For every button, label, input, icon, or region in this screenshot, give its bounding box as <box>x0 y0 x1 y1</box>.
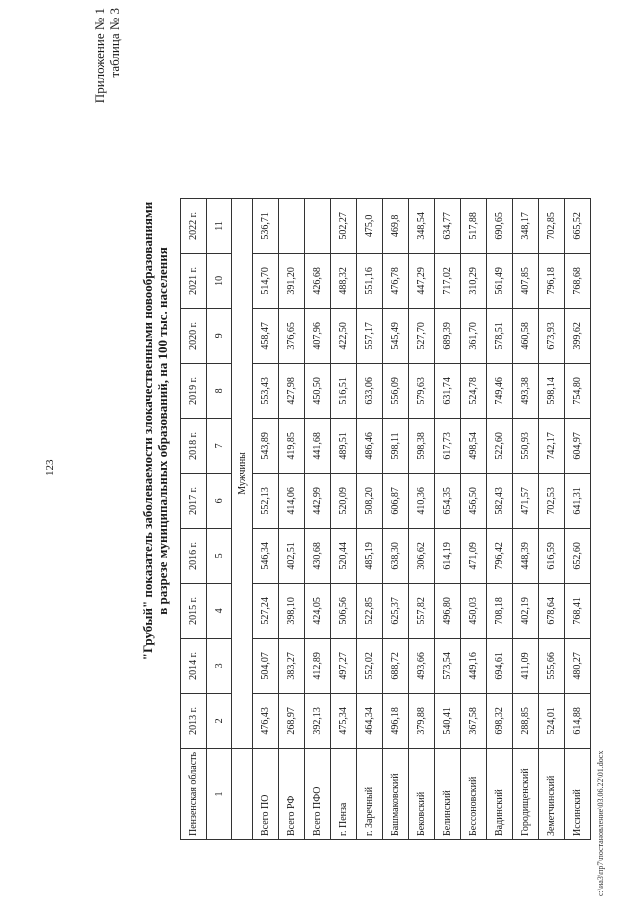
table-cell: 398,10 <box>279 583 305 638</box>
table-cell: 10 <box>207 253 232 308</box>
table-cell: 4 <box>207 583 232 638</box>
table-cell: 361,70 <box>461 308 487 363</box>
table-cell: 665,52 <box>565 198 591 253</box>
table-row <box>513 198 539 839</box>
table-cell: 688,72 <box>383 638 409 693</box>
table-cell: 450,50 <box>305 363 331 418</box>
table-cell: 430,68 <box>305 528 331 583</box>
row-label: Вадинский <box>487 748 513 839</box>
table-cell: 471,09 <box>461 528 487 583</box>
table-cell: 678,64 <box>539 583 565 638</box>
table-cell: 471,57 <box>513 473 539 528</box>
table-cell: 489,51 <box>331 418 357 473</box>
row-label: Всего РФ <box>279 748 305 839</box>
table-cell: 486,46 <box>357 418 383 473</box>
table-cell: 690,65 <box>487 198 513 253</box>
table-cell: 1 <box>207 748 232 839</box>
table-cell: 768,41 <box>565 583 591 638</box>
table-cell: 2 <box>207 693 232 748</box>
table-cell: 2022 г. <box>181 198 207 253</box>
table-cell: 641,31 <box>565 473 591 528</box>
table-cell: 493,38 <box>513 363 539 418</box>
table-cell: 2014 г. <box>181 638 207 693</box>
table-row <box>539 198 565 839</box>
table-row <box>253 198 279 839</box>
table-cell: 310,29 <box>461 253 487 308</box>
table-cell: 694,61 <box>487 638 513 693</box>
table-cell: 638,30 <box>383 528 409 583</box>
table-cell: 616,59 <box>539 528 565 583</box>
row-label: Башмаковский <box>383 748 409 839</box>
table-cell: 424,05 <box>305 583 331 638</box>
section-row <box>232 198 253 839</box>
table-cell: 698,32 <box>487 693 513 748</box>
document-title <box>140 76 170 786</box>
table-cell: 410,36 <box>409 473 435 528</box>
table-cell: 497,27 <box>331 638 357 693</box>
table-cell: 2020 г. <box>181 308 207 363</box>
table-cell: 598,14 <box>539 363 565 418</box>
table-cell: 606,87 <box>383 473 409 528</box>
title-line-2: в разрезе муниципальных образований, на 100 тыс. населения <box>155 247 170 615</box>
table-cell: 367,58 <box>461 693 487 748</box>
table-cell: 391,20 <box>279 253 305 308</box>
table-cell: 631,74 <box>435 363 461 418</box>
row-label: Земетчинский <box>539 748 565 839</box>
table-cell: 419,85 <box>279 418 305 473</box>
table-cell: 450,03 <box>461 583 487 638</box>
table-cell: 2015 г. <box>181 583 207 638</box>
table-cell: 557,82 <box>409 583 435 638</box>
table-cell: 504,07 <box>253 638 279 693</box>
table-cell: 458,47 <box>253 308 279 363</box>
table-cell: 617,73 <box>435 418 461 473</box>
table-cell: 522,60 <box>487 418 513 473</box>
table-cell: 456,50 <box>461 473 487 528</box>
table-cell: 536,71 <box>253 198 279 253</box>
table-cell: 654,35 <box>435 473 461 528</box>
table-cell: 402,19 <box>513 583 539 638</box>
table-cell: 614,88 <box>565 693 591 748</box>
section-spacer <box>232 748 253 839</box>
table-cell: 464,34 <box>357 693 383 748</box>
table-cell: 652,60 <box>565 528 591 583</box>
table-cell: 552,02 <box>357 638 383 693</box>
table-cell: 540,41 <box>435 693 461 748</box>
table-cell: 717,02 <box>435 253 461 308</box>
table-cell: 742,17 <box>539 418 565 473</box>
table-cell: 556,09 <box>383 363 409 418</box>
table-cell: 524,01 <box>539 693 565 748</box>
table-cell: 376,65 <box>279 308 305 363</box>
header-row <box>181 198 207 839</box>
table-row <box>487 198 513 839</box>
table-cell: 399,62 <box>565 308 591 363</box>
page-number: 123 <box>44 459 56 476</box>
table-cell: 8 <box>207 363 232 418</box>
table-cell: 749,46 <box>487 363 513 418</box>
table-cell: 561,49 <box>487 253 513 308</box>
table-cell: 448,39 <box>513 528 539 583</box>
table-cell: 460,58 <box>513 308 539 363</box>
table-cell: 633,06 <box>357 363 383 418</box>
table-row <box>305 198 331 839</box>
table-row <box>331 198 357 839</box>
column-index-row <box>207 198 232 839</box>
table-cell: 449,16 <box>461 638 487 693</box>
table-cell: 476,43 <box>253 693 279 748</box>
appendix-line-2: таблица № 3 <box>107 8 122 78</box>
table-row <box>279 198 305 839</box>
table-cell: 427,98 <box>279 363 305 418</box>
table-row <box>409 198 435 839</box>
table-cell: 578,51 <box>487 308 513 363</box>
table-cell: Пензенская область <box>181 748 207 839</box>
table-cell: 551,16 <box>357 253 383 308</box>
table-cell: 402,51 <box>279 528 305 583</box>
table-cell: 796,42 <box>487 528 513 583</box>
table-cell: 414,06 <box>279 473 305 528</box>
table-cell: 493,66 <box>409 638 435 693</box>
table-cell: 545,49 <box>383 308 409 363</box>
table-cell: 517,88 <box>461 198 487 253</box>
table-cell <box>279 198 305 253</box>
table-row <box>435 198 461 839</box>
table-cell: 496,80 <box>435 583 461 638</box>
table-cell: 768,68 <box>565 253 591 308</box>
title-line-1: "Грубый" показатель заболеваемости злокачественными новообразованиями <box>140 201 155 661</box>
table-cell: 485,19 <box>357 528 383 583</box>
table-cell: 708,18 <box>487 583 513 638</box>
table-cell: 2017 г. <box>181 473 207 528</box>
table-cell: 383,27 <box>279 638 305 693</box>
table-cell: 2021 г. <box>181 253 207 308</box>
table-cell: 5 <box>207 528 232 583</box>
table-cell: 348,17 <box>513 198 539 253</box>
table-cell: 2019 г. <box>181 363 207 418</box>
table-cell: 2018 г. <box>181 418 207 473</box>
table-cell: 634,77 <box>435 198 461 253</box>
table-cell: 527,24 <box>253 583 279 638</box>
table-cell: 625,37 <box>383 583 409 638</box>
section-label: Мужчины <box>232 198 253 748</box>
table-cell: 557,17 <box>357 308 383 363</box>
table-cell: 11 <box>207 198 232 253</box>
table-cell: 702,85 <box>539 198 565 253</box>
table-cell: 543,89 <box>253 418 279 473</box>
table-cell: 379,88 <box>409 693 435 748</box>
row-label: г. Пенза <box>331 748 357 839</box>
table-cell: 422,50 <box>331 308 357 363</box>
table-cell: 496,18 <box>383 693 409 748</box>
row-label: Бековский <box>409 748 435 839</box>
table-cell: 498,54 <box>461 418 487 473</box>
file-path-footer: c:\иа3\пр7\постановление\03.06.22\01.docx <box>596 750 605 896</box>
table-cell: 689,39 <box>435 308 461 363</box>
table-cell: 469,8 <box>383 198 409 253</box>
row-label: Белинский <box>435 748 461 839</box>
table-cell: 475,34 <box>331 693 357 748</box>
table-cell: 522,85 <box>357 583 383 638</box>
row-label: Городищенский <box>513 748 539 839</box>
row-label: г. Заречный <box>357 748 383 839</box>
table-cell: 555,66 <box>539 638 565 693</box>
table-row <box>357 198 383 839</box>
table-cell: 552,13 <box>253 473 279 528</box>
table-cell: 754,80 <box>565 363 591 418</box>
table-cell: 9 <box>207 308 232 363</box>
appendix-line-1: Приложение № 1 <box>92 8 107 104</box>
table-cell: 546,34 <box>253 528 279 583</box>
incidence-table <box>180 198 591 840</box>
table-cell: 288,85 <box>513 693 539 748</box>
table-row <box>565 198 591 839</box>
table-cell: 502,27 <box>331 198 357 253</box>
table-cell: 514,70 <box>253 253 279 308</box>
table-row <box>461 198 487 839</box>
table-cell: 411,09 <box>513 638 539 693</box>
table-cell: 2016 г. <box>181 528 207 583</box>
table-cell: 508,20 <box>357 473 383 528</box>
row-label: Бессоновский <box>461 748 487 839</box>
table-cell: 550,93 <box>513 418 539 473</box>
table-cell: 348,54 <box>409 198 435 253</box>
row-label: Иссинский <box>565 748 591 839</box>
table-cell: 527,70 <box>409 308 435 363</box>
table-cell: 614,19 <box>435 528 461 583</box>
table-cell: 6 <box>207 473 232 528</box>
table-cell: 702,53 <box>539 473 565 528</box>
table-cell: 553,43 <box>253 363 279 418</box>
table-cell: 442,99 <box>305 473 331 528</box>
table-cell: 306,62 <box>409 528 435 583</box>
table-cell: 426,68 <box>305 253 331 308</box>
table-cell: 7 <box>207 418 232 473</box>
table-row <box>383 198 409 839</box>
table-cell: 2013 г. <box>181 693 207 748</box>
table-cell: 516,51 <box>331 363 357 418</box>
table-cell: 520,44 <box>331 528 357 583</box>
table-cell: 476,78 <box>383 253 409 308</box>
table-cell: 407,85 <box>513 253 539 308</box>
row-label: Всего ПО <box>253 748 279 839</box>
table-cell: 604,97 <box>565 418 591 473</box>
table-cell: 579,63 <box>409 363 435 418</box>
table-cell: 598,38 <box>409 418 435 473</box>
table-cell: 3 <box>207 638 232 693</box>
table-cell: 447,29 <box>409 253 435 308</box>
table-cell: 441,68 <box>305 418 331 473</box>
table-cell: 573,54 <box>435 638 461 693</box>
table-cell: 520,09 <box>331 473 357 528</box>
row-label: Всего ПФО <box>305 748 331 839</box>
table-cell <box>305 198 331 253</box>
table-cell: 412,89 <box>305 638 331 693</box>
table-cell: 796,18 <box>539 253 565 308</box>
table-cell: 598,11 <box>383 418 409 473</box>
table-cell: 480,27 <box>565 638 591 693</box>
table-cell: 268,97 <box>279 693 305 748</box>
table-cell: 392,13 <box>305 693 331 748</box>
table-cell: 407,96 <box>305 308 331 363</box>
table-cell: 524,78 <box>461 363 487 418</box>
appendix-note <box>92 8 122 103</box>
table-cell: 582,43 <box>487 473 513 528</box>
table-cell: 673,93 <box>539 308 565 363</box>
table-cell: 506,56 <box>331 583 357 638</box>
table-cell: 488,32 <box>331 253 357 308</box>
table-cell: 475,0 <box>357 198 383 253</box>
